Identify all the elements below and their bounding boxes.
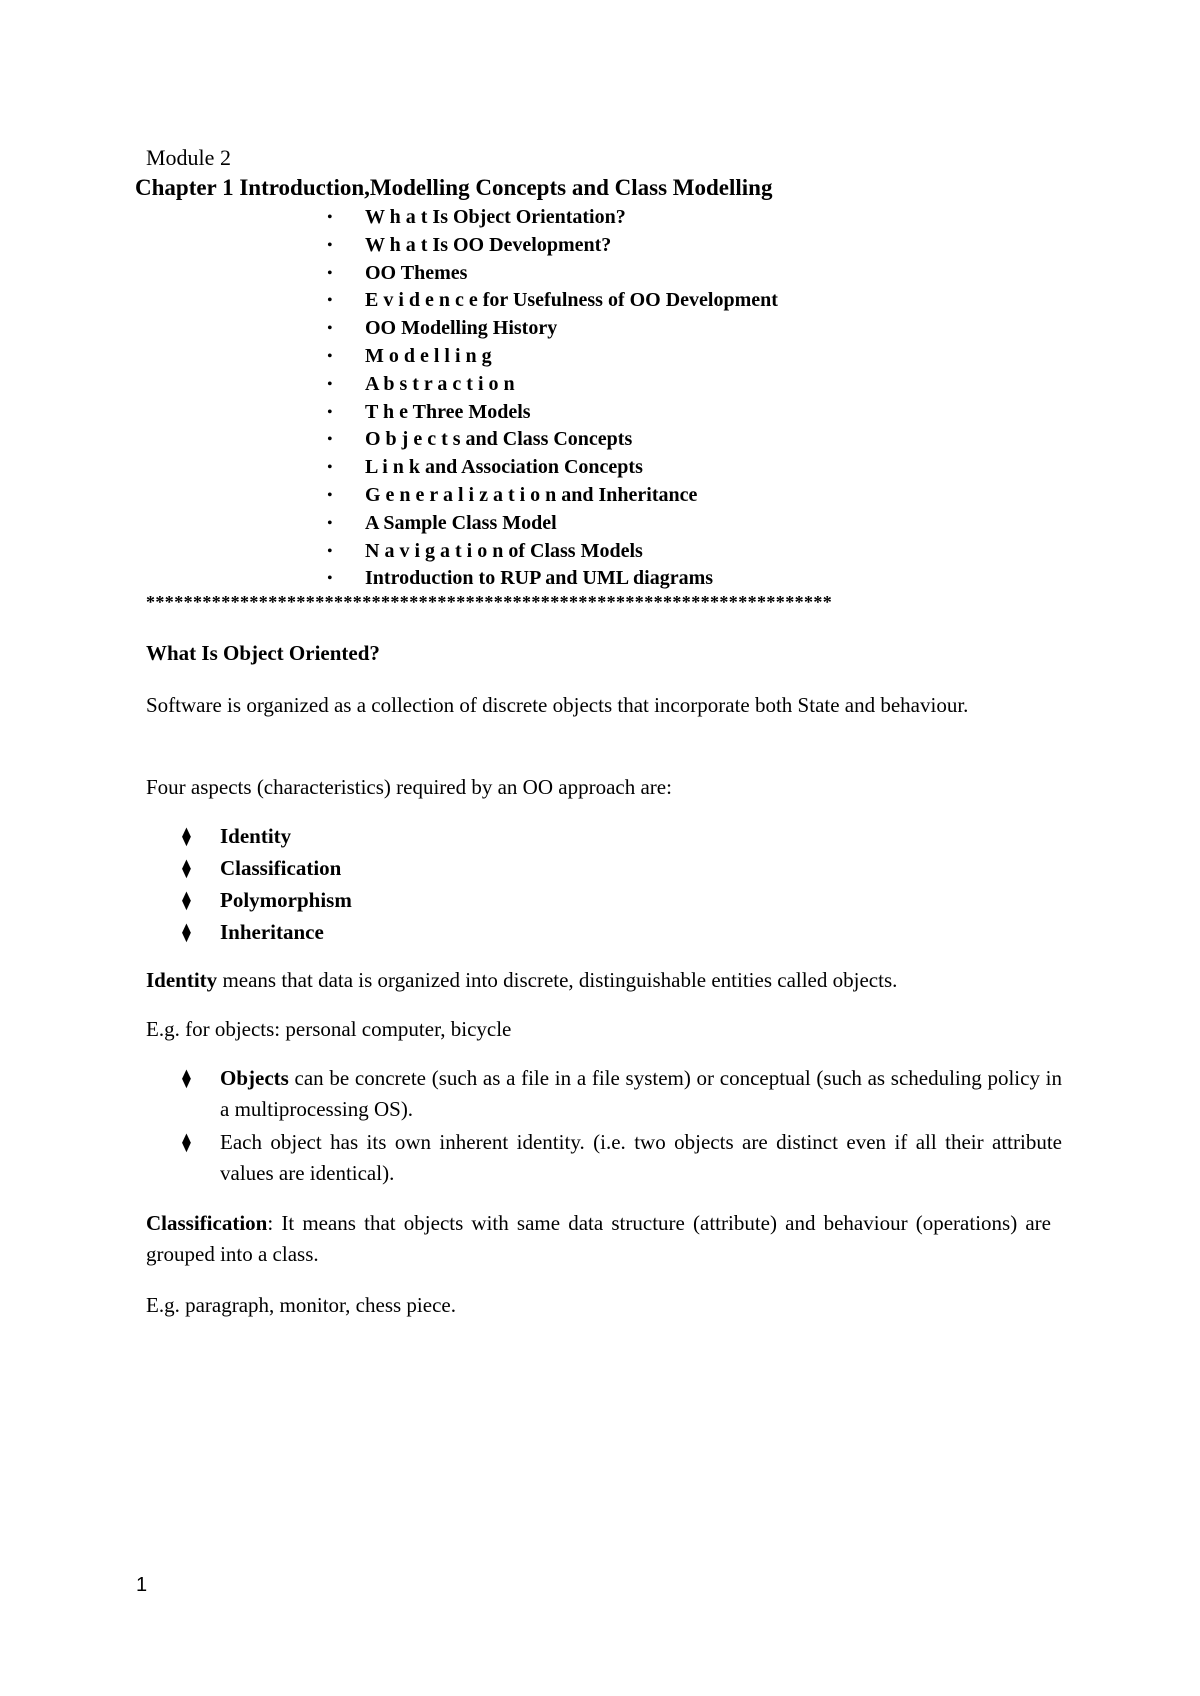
table-of-contents [325, 204, 778, 593]
bullet-icon: • [327, 459, 333, 477]
toc-item-label: M o d e l l i n g [365, 344, 492, 367]
toc-item-label: G e n e r a l i z a t i o n and Inheritance [365, 483, 698, 506]
classification-definition: : It means that objects with same data structure (attribute) and behaviour (operations) are grouped into a class. [146, 1211, 1051, 1266]
toc-item-label: OO Modelling History [365, 317, 558, 340]
bullet-icon: • [327, 486, 333, 504]
separator-line: ************************************************************************* [146, 592, 833, 612]
paragraph-identity [146, 965, 1136, 996]
list-item [182, 820, 352, 852]
toc-item [325, 426, 778, 454]
bullet-icon: • [327, 264, 333, 282]
objects-term: Objects [220, 1066, 289, 1090]
toc-item-label: W h a t Is Object Orientation? [365, 206, 626, 228]
diamond-bullet-icon: ⧫ [182, 826, 191, 846]
aspect-label: Classification [220, 856, 342, 880]
toc-item-label: E v i d e n c e for Usefulness of OO Development [365, 289, 778, 312]
paragraph-software: Software is organized as a collection of discrete objects that incorporate both State and behaviour. [146, 693, 969, 717]
list-item [182, 1127, 1062, 1189]
bullet-icon: • [327, 403, 333, 421]
chapter-title: Chapter 1 Introduction,Modelling Concepts and Class Modelling [135, 175, 773, 200]
toc-item [325, 232, 778, 260]
toc-item [325, 287, 778, 315]
toc-item [325, 538, 778, 566]
aspect-label: Inheritance [220, 920, 324, 944]
toc-item-label: Introduction to RUP and UML diagrams [365, 567, 714, 590]
module-label: Module 2 [146, 145, 231, 170]
aspect-label: Identity [220, 824, 292, 848]
list-item [182, 916, 352, 948]
toc-item [325, 399, 778, 427]
list-item [182, 1063, 1062, 1125]
objects-list [182, 1063, 1062, 1191]
list-item [182, 852, 352, 884]
paragraph-classification [146, 1208, 1051, 1270]
page-number: 1 [136, 1574, 148, 1596]
toc-item [325, 454, 778, 482]
diamond-bullet-icon: ⧫ [182, 1068, 191, 1088]
classification-term: Classification [146, 1211, 268, 1235]
toc-item [325, 204, 778, 232]
bullet-icon: • [327, 320, 333, 338]
bullet-icon: • [327, 514, 333, 532]
bullet-icon: • [327, 431, 333, 449]
bullet-icon: • [327, 542, 333, 560]
objects-text: can be concrete (such as a file in a file system) or conceptual (such as scheduling policy in a multiprocessing OS). [220, 1066, 1062, 1121]
toc-item-label: L i n k and Association Concepts [365, 456, 643, 479]
paragraph-four-aspects: Four aspects (characteristics) required by an OO approach are: [146, 775, 672, 799]
aspect-label: Polymorphism [220, 888, 352, 912]
toc-item-label: A b s t r a c t i o n [365, 372, 515, 395]
toc-item-label: T h e Three Models [365, 400, 531, 423]
list-item [182, 884, 352, 916]
toc-item-label: A Sample Class Model [365, 511, 557, 534]
paragraph-eg-classification: E.g. paragraph, monitor, chess piece. [146, 1293, 456, 1317]
bullet-icon: • [327, 292, 333, 310]
bullet-icon: • [327, 375, 333, 393]
bullet-icon: • [327, 209, 333, 226]
toc-item-label: N a v i g a t i o n of Class Models [365, 539, 643, 562]
toc-item [325, 482, 778, 510]
section-heading: What Is Object Oriented? [146, 641, 380, 665]
aspects-list [182, 820, 352, 948]
bullet-icon: • [327, 347, 333, 365]
diamond-bullet-icon: ⧫ [182, 858, 191, 878]
inherent-identity-text: Each object has its own inherent identity. (i.e. two objects are distinct even if all their attribute values are identical). [220, 1130, 1062, 1185]
bullet-icon: • [327, 570, 333, 588]
toc-item [325, 315, 778, 343]
toc-item [325, 343, 778, 371]
toc-item-label: W h a t Is OO Development? [365, 233, 612, 256]
toc-item-label: OO Themes [365, 261, 468, 284]
diamond-bullet-icon: ⧫ [182, 922, 191, 942]
toc-item-label: O b j e c t s and Class Concepts [365, 428, 633, 451]
toc-item [325, 260, 778, 288]
toc-item [325, 565, 778, 593]
toc-item [325, 371, 778, 399]
diamond-bullet-icon: ⧫ [182, 890, 191, 910]
bullet-icon: • [327, 236, 333, 254]
identity-term: Identity [146, 968, 218, 992]
paragraph-eg-objects: E.g. for objects: personal computer, bicycle [146, 1017, 512, 1041]
diamond-bullet-icon: ⧫ [182, 1132, 191, 1152]
identity-definition: means that data is organized into discrete, distinguishable entities called objects. [217, 968, 898, 992]
toc-item [325, 510, 778, 538]
